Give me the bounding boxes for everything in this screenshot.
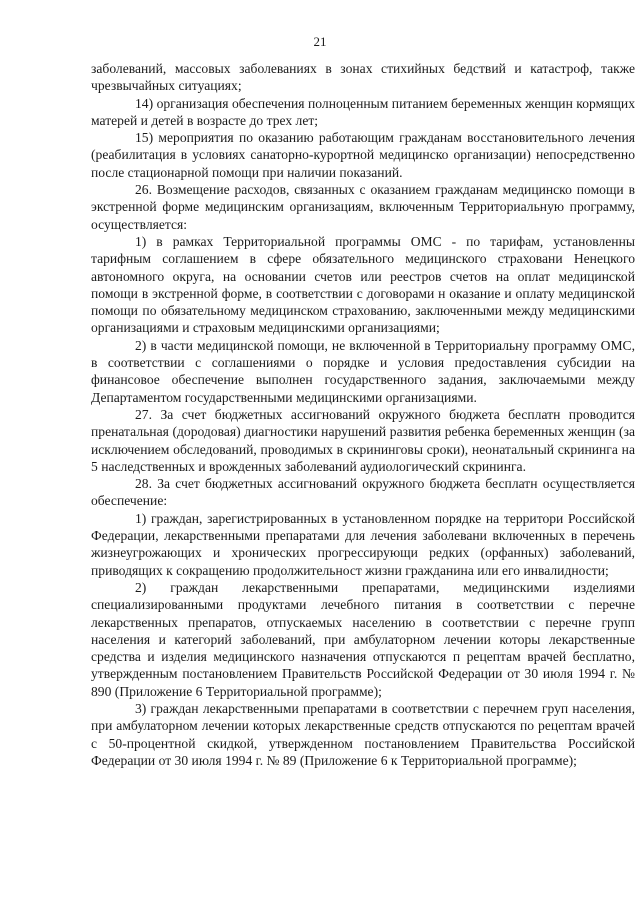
paragraph-item-14: 14) организация обеспечения полноценным питанием беременных женщин кормящих матерей и детей в возрасте до трех лет; (91, 95, 635, 128)
paragraph-section-28-item-1: 1) граждан, зарегистрированных в установленном порядке на территори Российской Федерации, лекарственными препаратами для лечения заболевани включенных в перечень жизнеугрожающих и хронических прогрессирующи редких (орфанных) заболеваний, приводящих к сокращению продолжительност жизни гражданина или его инвалидности; (91, 510, 635, 578)
paragraph-section-26-item-2: 2) в части медицинской помощи, не включенной в Территориальну программу ОМС, в соответствии с соглашениями о порядке и условия предоставления субсидии на финансовое обеспечение выполнен государственного задания, заключаемыми между Департаментом государственными медицинскими организациями. (91, 337, 635, 405)
paragraph-section-26: 26. Возмещение расходов, связанных с оказанием гражданам медицинско помощи в экстренной форме медицинским организациям, включенным Территориальную программу, осуществляется: (91, 182, 635, 232)
paragraph-item-15: 15) мероприятия по оказанию работающим гражданам восстановительного лечения (реабилитация в условиях санаторно-курортной медицинско организации) непосредственно после стационарной помощи при наличии показаний. (91, 130, 635, 180)
paragraph-section-28-item-2: 2) граждан лекарственными препаратами, медицинскими изделиями специализированными продуктами лечебного питания в соответствии с перечне лекарственных препаратов, отпускаемых населению в соответствии с перечне групп населения и категорий заболеваний, при амбулаторном лечении которы лекарственные средства и изделия медицинского назначения отпускаются п рецептам врачей бесплатно, утвержденным постановлением Правительств Российской Федерации от 30 июля 1994 г. № 890 (Приложение 6 Территориальной программе); (91, 579, 635, 699)
document-body (91, 60, 635, 769)
page-number: 21 (313, 34, 327, 49)
paragraph-section-28: 28. За счет бюджетных ассигнований окружного бюджета бесплатн осуществляется обеспечение: (91, 476, 635, 509)
paragraph-continuation: заболеваний, массовых заболеваниях в зонах стихийных бедствий и катастроф, также чрезвычайных ситуациях; (91, 61, 635, 94)
paragraph-section-28-item-3: 3) граждан лекарственными препаратами в соответствии с перечнем груп населения, при амбулаторном лечении которых лекарственные средств отпускаются по рецептам врачей с 50-процентной скидкой, утвержденном постановлением Правительства Российской Федерации от 30 июля 1994 г. № 89 (Приложение 6 к Территориальной программе); (91, 700, 635, 768)
paragraph-section-26-item-1: 1) в рамках Территориальной программы ОМС - по тарифам, установленны тарифным соглашением в сфере обязательного медицинского страховани Ненецкого автономного округа, на основании счетов или реестров счетов на оплат медицинской помощи в экстренной форме, в соответствии с договорами н оказание и оплату медицинской помощи по обязательному медицинском страхованию, заключенными между медицинскими организациями и страховым медицинскими организациями; (91, 233, 635, 336)
paragraph-section-27: 27. За счет бюджетных ассигнований окружного бюджета бесплатн проводится пренатальная (дородовая) диагностики нарушений развития ребенка беременных женщин (за исключением обследований, проводимых в скрининговы сроки), неонатальный скрининга на 5 наследственных и врожденных заболеваний аудиологический скрининга. (91, 406, 635, 474)
